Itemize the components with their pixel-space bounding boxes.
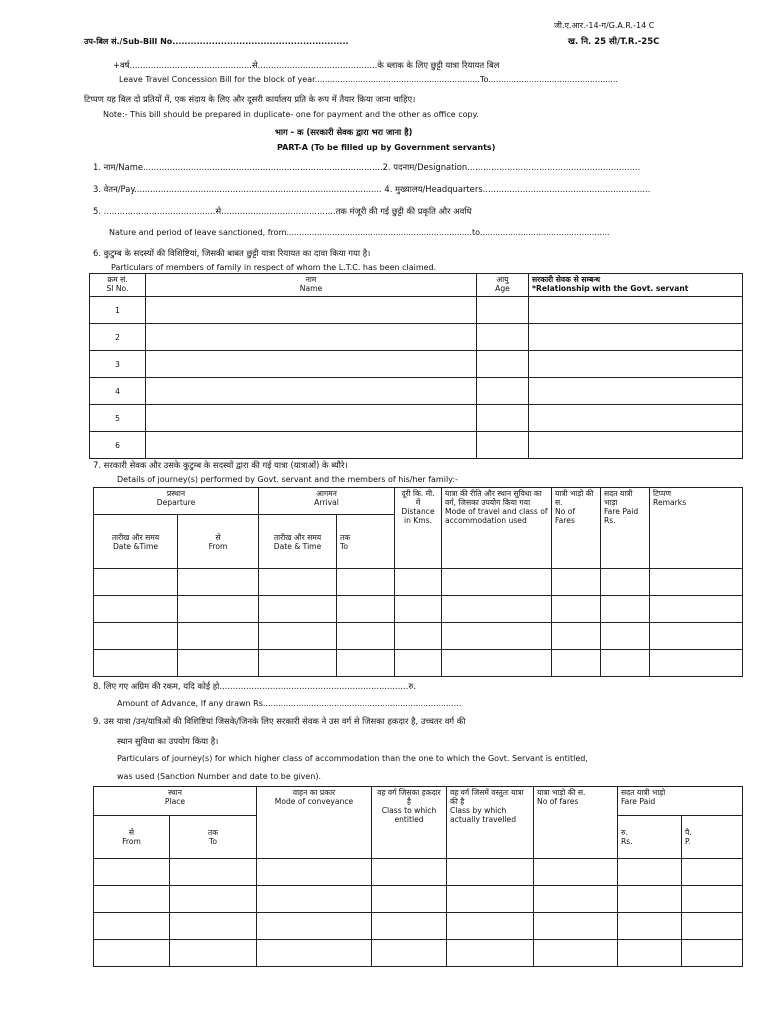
col-arrival-date-time: तारीख और समय Date & Time (259, 515, 337, 569)
col-fare-paid: सदत यात्री भाड़ो Fare Paid (618, 787, 743, 816)
col-place: स्थान Place (94, 787, 257, 816)
col-no-of-fares: यात्रा भाड़ो की स. No of fares (534, 787, 618, 859)
field-pay-headquarters: 3. वेतन/Pay............................................................................................. 4. मुख्यालय/Headquarters............................................................... (93, 184, 651, 194)
name-cell[interactable] (146, 405, 477, 432)
note-english: Note:- This bill should be prepared in duplicate- one for payment and the other as office copy. (103, 110, 479, 119)
relationship-cell[interactable] (529, 405, 743, 432)
age-cell[interactable] (477, 405, 529, 432)
name-cell[interactable] (146, 432, 477, 459)
field-advance: 8. लिए गए अग्रिम की रकम, यदि कोई हो.......................................................................रु. (93, 681, 417, 691)
col-class-entitled: वह वर्ग जिसका हकदार है Class to which entitled (372, 787, 447, 859)
table-row: 2 (90, 324, 743, 351)
field-higher-class-en2: was used (Sanction Number and date to be given). (117, 772, 322, 781)
field-leave-period-en: Nature and period of leave sanctioned, from.........................................................................to................................................... (109, 228, 610, 237)
table-row (94, 940, 743, 967)
field-journey-details-en: Details of journey(s) performed by Govt. servant and the members of his/her family:- (117, 475, 458, 484)
col-relationship: सरकारी सेवक से सम्बन्ध *Relationship with the Govt. servant (529, 274, 743, 297)
table-row: 6 (90, 432, 743, 459)
field-higher-class-en: Particulars of journey(s) for which higher class of accommodation than the one to which the Govt. Servant is entitled, (117, 754, 588, 763)
field-family-particulars: 6. कुटुम्ब के सदस्यों की विशिष्टियां, जिसकी बाबत छुट्टी यात्रा रियायत का दावा किया गया है। (93, 248, 371, 258)
col-age: आयु Age (477, 274, 529, 297)
col-departure: प्रस्थान Departure (94, 488, 259, 515)
relationship-cell[interactable] (529, 297, 743, 324)
relationship-cell[interactable] (529, 432, 743, 459)
relationship-cell[interactable] (529, 324, 743, 351)
col-arrival-to: तक To (337, 515, 395, 569)
name-cell[interactable] (146, 351, 477, 378)
col-distance: दूरी कि. मी. में Distance in Kms. (395, 488, 442, 569)
relationship-cell[interactable] (529, 351, 743, 378)
table-row (94, 886, 743, 913)
table-row (94, 623, 743, 650)
col-no-of-fares: यात्री भाड़ो की स. No of Fares (552, 488, 601, 569)
note-hindi: टिप्पण यह बिल दो प्रतियों में, एक संदाय के लिए और दूसरी कार्यालय प्रति के रूप में तैयार किया जाना चाहिए। (84, 94, 416, 104)
field-family-particulars-en: Particulars of members of family in respect of whom the L.T.C. has been claimed. (111, 263, 437, 272)
col-place-from: से From (94, 816, 170, 859)
age-cell[interactable] (477, 378, 529, 405)
table-row: 1 (90, 297, 743, 324)
field-higher-class: 9. उस यात्रा /उन/यात्रिओं की विशिष्टियां जिसके/जिनके लिए सरकारी सेवक ने उस वर्ग से जिसका हकदार है, उच्चतर वर्ग की (93, 716, 466, 726)
higher-class-table (93, 786, 743, 967)
name-cell[interactable] (146, 297, 477, 324)
col-place-to: तक To (170, 816, 257, 859)
name-cell[interactable] (146, 324, 477, 351)
col-remarks: टिप्पण Remarks (650, 488, 743, 569)
family-members-table (89, 273, 743, 459)
col-fare-paid: सदत यात्री भाड़ा Fare Paid Rs. (601, 488, 650, 569)
sub-bill-no: उप-बिल सं./Sub-Bill No.......................................................... (84, 37, 349, 46)
table-row (94, 596, 743, 623)
title-hindi: +वर्ष..............................................से.............................................के ब्लाक के लिए छुट्टी यात्रा रियायत बिल (113, 60, 500, 70)
field-advance-en: Amount of Advance, If any drawn Rs.............................................................................. (117, 699, 462, 708)
table-row: 3 (90, 351, 743, 378)
age-cell[interactable] (477, 351, 529, 378)
table-row (94, 650, 743, 677)
col-mode-of-travel: यात्रा की रीति और स्थान सुविधा का वर्ग, जिसका उपयोग किया गया Mode of travel and class of accommodation used (442, 488, 552, 569)
col-departure-from: से From (178, 515, 259, 569)
col-mode-of-conveyance: वाहन का प्रकार Mode of conveyance (257, 787, 372, 859)
table-row (94, 859, 743, 886)
field-leave-period: 5. ..........................................से...........................................तक मंजूरी की गई छुट्टी की प्रकृति और अवधि (93, 206, 472, 216)
table-row (94, 569, 743, 596)
age-cell[interactable] (477, 297, 529, 324)
part-a-english: PART-A (To be filled up by Government servants) (277, 143, 496, 152)
age-cell[interactable] (477, 324, 529, 351)
col-class-travelled: वह वर्ग जिसमें वस्तुतः यात्रा की है Class by which actually travelled (447, 787, 534, 859)
field-name-designation: 1. नाम/Name..........................................................................................2. पदनाम/Designation................................................................. (93, 162, 641, 172)
field-higher-class-2: स्थान सुविधा का उपयोग किया है। (117, 736, 219, 746)
col-name: नाम Name (146, 274, 477, 297)
name-cell[interactable] (146, 378, 477, 405)
relationship-cell[interactable] (529, 378, 743, 405)
col-sl-no: क्रम सं. Sl No. (90, 274, 146, 297)
table-row: 5 (90, 405, 743, 432)
table-row: 4 (90, 378, 743, 405)
table-row (94, 913, 743, 940)
part-a-hindi: भाग - क (सरकारी सेवक द्वारा भरा जाना है) (275, 127, 413, 137)
form-code-tr: ख. नि. 25 सी/T.R.-25C (568, 37, 660, 47)
title-english: Leave Travel Concession Bill for the block of year.................................................................To................................................... (119, 75, 618, 84)
age-cell[interactable] (477, 432, 529, 459)
col-paise: पै. P. (682, 816, 743, 859)
col-rs: रु. Rs. (618, 816, 682, 859)
col-departure-date-time: तारीख और समय Date &Time (94, 515, 178, 569)
journey-details-table (93, 487, 743, 677)
col-arrival: आगमन Arrival (259, 488, 395, 515)
field-journey-details: 7. सरकारी सेवक और उसके कुटुम्ब के सदस्यों द्वारा की गई यात्रा (यात्राओं) के ब्यौरे। (93, 460, 348, 470)
form-code: जी.ए.आर.-14-ग/G.A.R.-14 C (554, 21, 655, 30)
